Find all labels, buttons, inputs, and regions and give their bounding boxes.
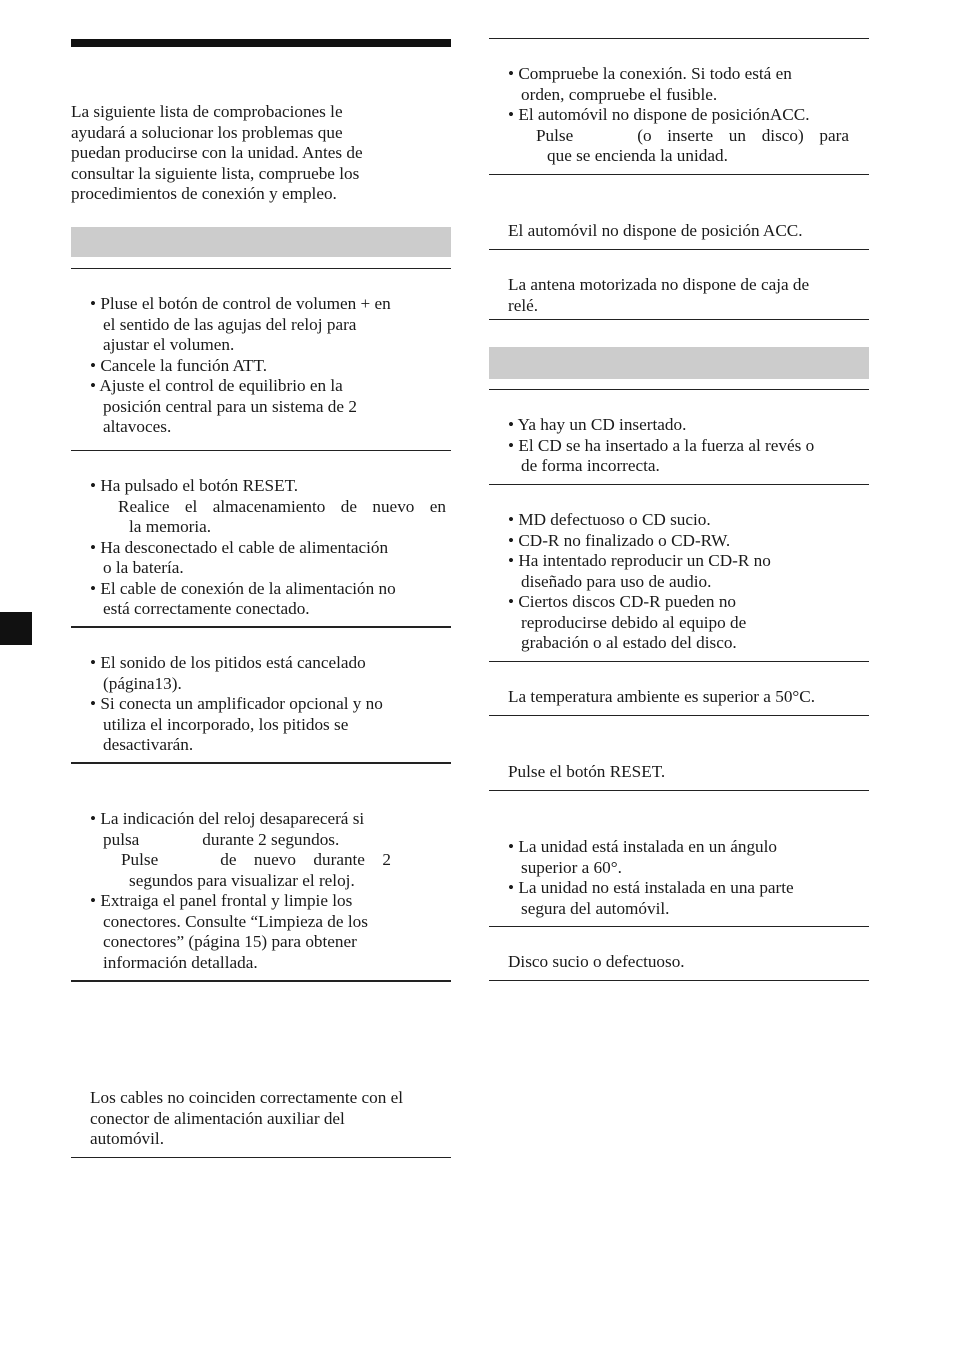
text-line: orden, compruebe el fusible. (521, 84, 718, 104)
divider (489, 661, 869, 662)
bullet-line: • Ajuste el control de equilibrio en la (90, 376, 343, 395)
text-line: ajustar el volumen. (103, 335, 235, 354)
divider (489, 715, 869, 716)
remedy-line: la memoria. (129, 517, 212, 536)
text-line: diseñado para uso de audio. (521, 571, 712, 591)
bullet-line: • Ciertos discos CD-R pueden no (508, 592, 737, 611)
divider (489, 319, 869, 320)
divider (489, 174, 869, 175)
intro-line: puedan producirse con la unidad. Antes de (71, 143, 363, 162)
divider (71, 762, 451, 764)
text-line: reproducirse debido al equipo de (521, 612, 747, 632)
text-line: conectores. Consulte “Limpieza de los (103, 911, 368, 931)
right-section-6 (508, 687, 815, 708)
bullet-line: • MD defectuoso o CD sucio. (508, 510, 711, 529)
bullet-line: • Extraiga el panel frontal y limpie los (90, 891, 353, 910)
text-line: desactivarán. (103, 735, 194, 754)
text-fragment: durante 2 segundos. (202, 829, 340, 849)
remedy-line (90, 850, 391, 871)
remedy-line (508, 126, 849, 147)
text-line: Disco sucio o defectuoso. (508, 952, 685, 971)
right-section-5 (508, 510, 771, 654)
bullet-line: • Ya hay un CD insertado. (508, 415, 687, 434)
bullet-line: • Pluse el botón de control de volumen + en (90, 294, 391, 313)
text-line: El automóvil no dispone de posición ACC. (508, 221, 803, 240)
divider (489, 980, 869, 981)
text-fragment: Pulse (536, 125, 574, 145)
text-line: Pulse el botón RESET. (508, 762, 666, 781)
text-line: de forma incorrecta. (521, 456, 660, 475)
divider (489, 249, 869, 250)
text-line: grabación o al estado del disco. (521, 633, 737, 652)
bullet-line: • Compruebe la conexión. Si todo está en (508, 64, 792, 83)
bullet-line: • Ha intentado reproducir un CD-R no (508, 551, 771, 570)
intro-line: La siguiente lista de comprobaciones le (71, 102, 343, 121)
remedy-line: Realice el almacenamiento de nuevo en (118, 496, 446, 516)
text-line: posición central para un sistema de 2 (103, 396, 357, 416)
section-band (489, 347, 869, 379)
divider (489, 926, 869, 927)
text-fragment: de nuevo durante 2 (220, 850, 391, 869)
bullet-line: • CD-R no finalizado o CD-RW. (508, 530, 731, 550)
bullet-line: • El cable de conexión de la alimentación no (90, 578, 396, 598)
title-bar (71, 39, 451, 47)
divider (71, 980, 451, 982)
left-section-5 (90, 1088, 403, 1150)
divider (489, 38, 869, 39)
bullet-line: • El automóvil no dispone de posiciónACC. (508, 105, 810, 124)
text-line: o la batería. (103, 558, 184, 577)
bullet-line: • La unidad no está instalada en una parte (508, 878, 794, 897)
left-section-1 (90, 294, 391, 438)
text-line: conector de alimentación auxiliar del (90, 1108, 345, 1128)
left-section-3 (90, 653, 383, 756)
left-section-4 (90, 809, 391, 973)
text-line: La temperatura ambiente es superior a 50°C. (508, 687, 816, 706)
text-line: (página13). (103, 673, 182, 693)
bullet-line: • Ha desconectado el cable de alimentación (90, 537, 389, 557)
right-section-8 (508, 837, 794, 919)
text-line: segura del automóvil. (521, 898, 670, 918)
divider (71, 1157, 451, 1158)
section-band (71, 227, 451, 257)
text-fragment: (o inserte un disco) para (637, 125, 849, 145)
left-section-2 (90, 476, 446, 620)
divider (71, 268, 451, 269)
text-line: está correctamente conectado. (103, 599, 310, 618)
bullet-line: • Cancele la función ATT. (90, 355, 268, 375)
text-line (90, 830, 391, 851)
divider (71, 626, 451, 628)
intro-line: procedimientos de conexión y empleo. (71, 184, 337, 203)
intro-line: consultar la siguiente lista, compruebe los (71, 163, 360, 183)
text-line: relé. (508, 295, 539, 315)
right-section-1 (508, 64, 849, 167)
bullet-line: • El CD se ha insertado a la fuerza al revés o (508, 435, 815, 455)
divider (489, 790, 869, 791)
text-line: La antena motorizada no dispone de caja de (508, 275, 810, 294)
right-section-9 (508, 952, 685, 973)
divider (71, 450, 451, 451)
right-section-7 (508, 762, 665, 783)
text-fragment: pulsa (103, 829, 140, 849)
bullet-line: • La unidad está instalada en un ángulo (508, 837, 777, 856)
divider (489, 389, 869, 390)
divider (489, 484, 869, 485)
text-line: el sentido de las agujas del reloj para (103, 314, 357, 334)
text-line: información detallada. (103, 952, 258, 972)
intro-line: ayudará a solucionar los problemas que (71, 122, 343, 142)
bullet-line: • El sonido de los pitidos está cancelado (90, 653, 366, 672)
text-line: conectores” (página 15) para obtener (103, 932, 357, 951)
bullet-line: • Ha pulsado el botón RESET. (90, 476, 299, 495)
remedy-line: segundos para visualizar el reloj. (129, 870, 355, 890)
bullet-line: • Si conecta un amplificador opcional y no (90, 694, 383, 713)
right-section-2 (508, 221, 803, 242)
intro-paragraph (71, 102, 363, 205)
text-line: superior a 60°. (521, 857, 622, 877)
text-line: automóvil. (90, 1129, 164, 1148)
right-section-4 (508, 415, 814, 477)
text-fragment: Pulse (121, 850, 159, 869)
remedy-line: que se encienda la unidad. (547, 146, 728, 165)
page-tab-marker (0, 612, 32, 645)
text-line: Los cables no coinciden correctamente con el (90, 1088, 404, 1107)
bullet-line: • La indicación del reloj desaparecerá si (90, 809, 365, 828)
text-line: utiliza el incorporado, los pitidos se (103, 714, 349, 734)
text-line: altavoces. (103, 417, 172, 436)
right-section-3 (508, 275, 809, 316)
